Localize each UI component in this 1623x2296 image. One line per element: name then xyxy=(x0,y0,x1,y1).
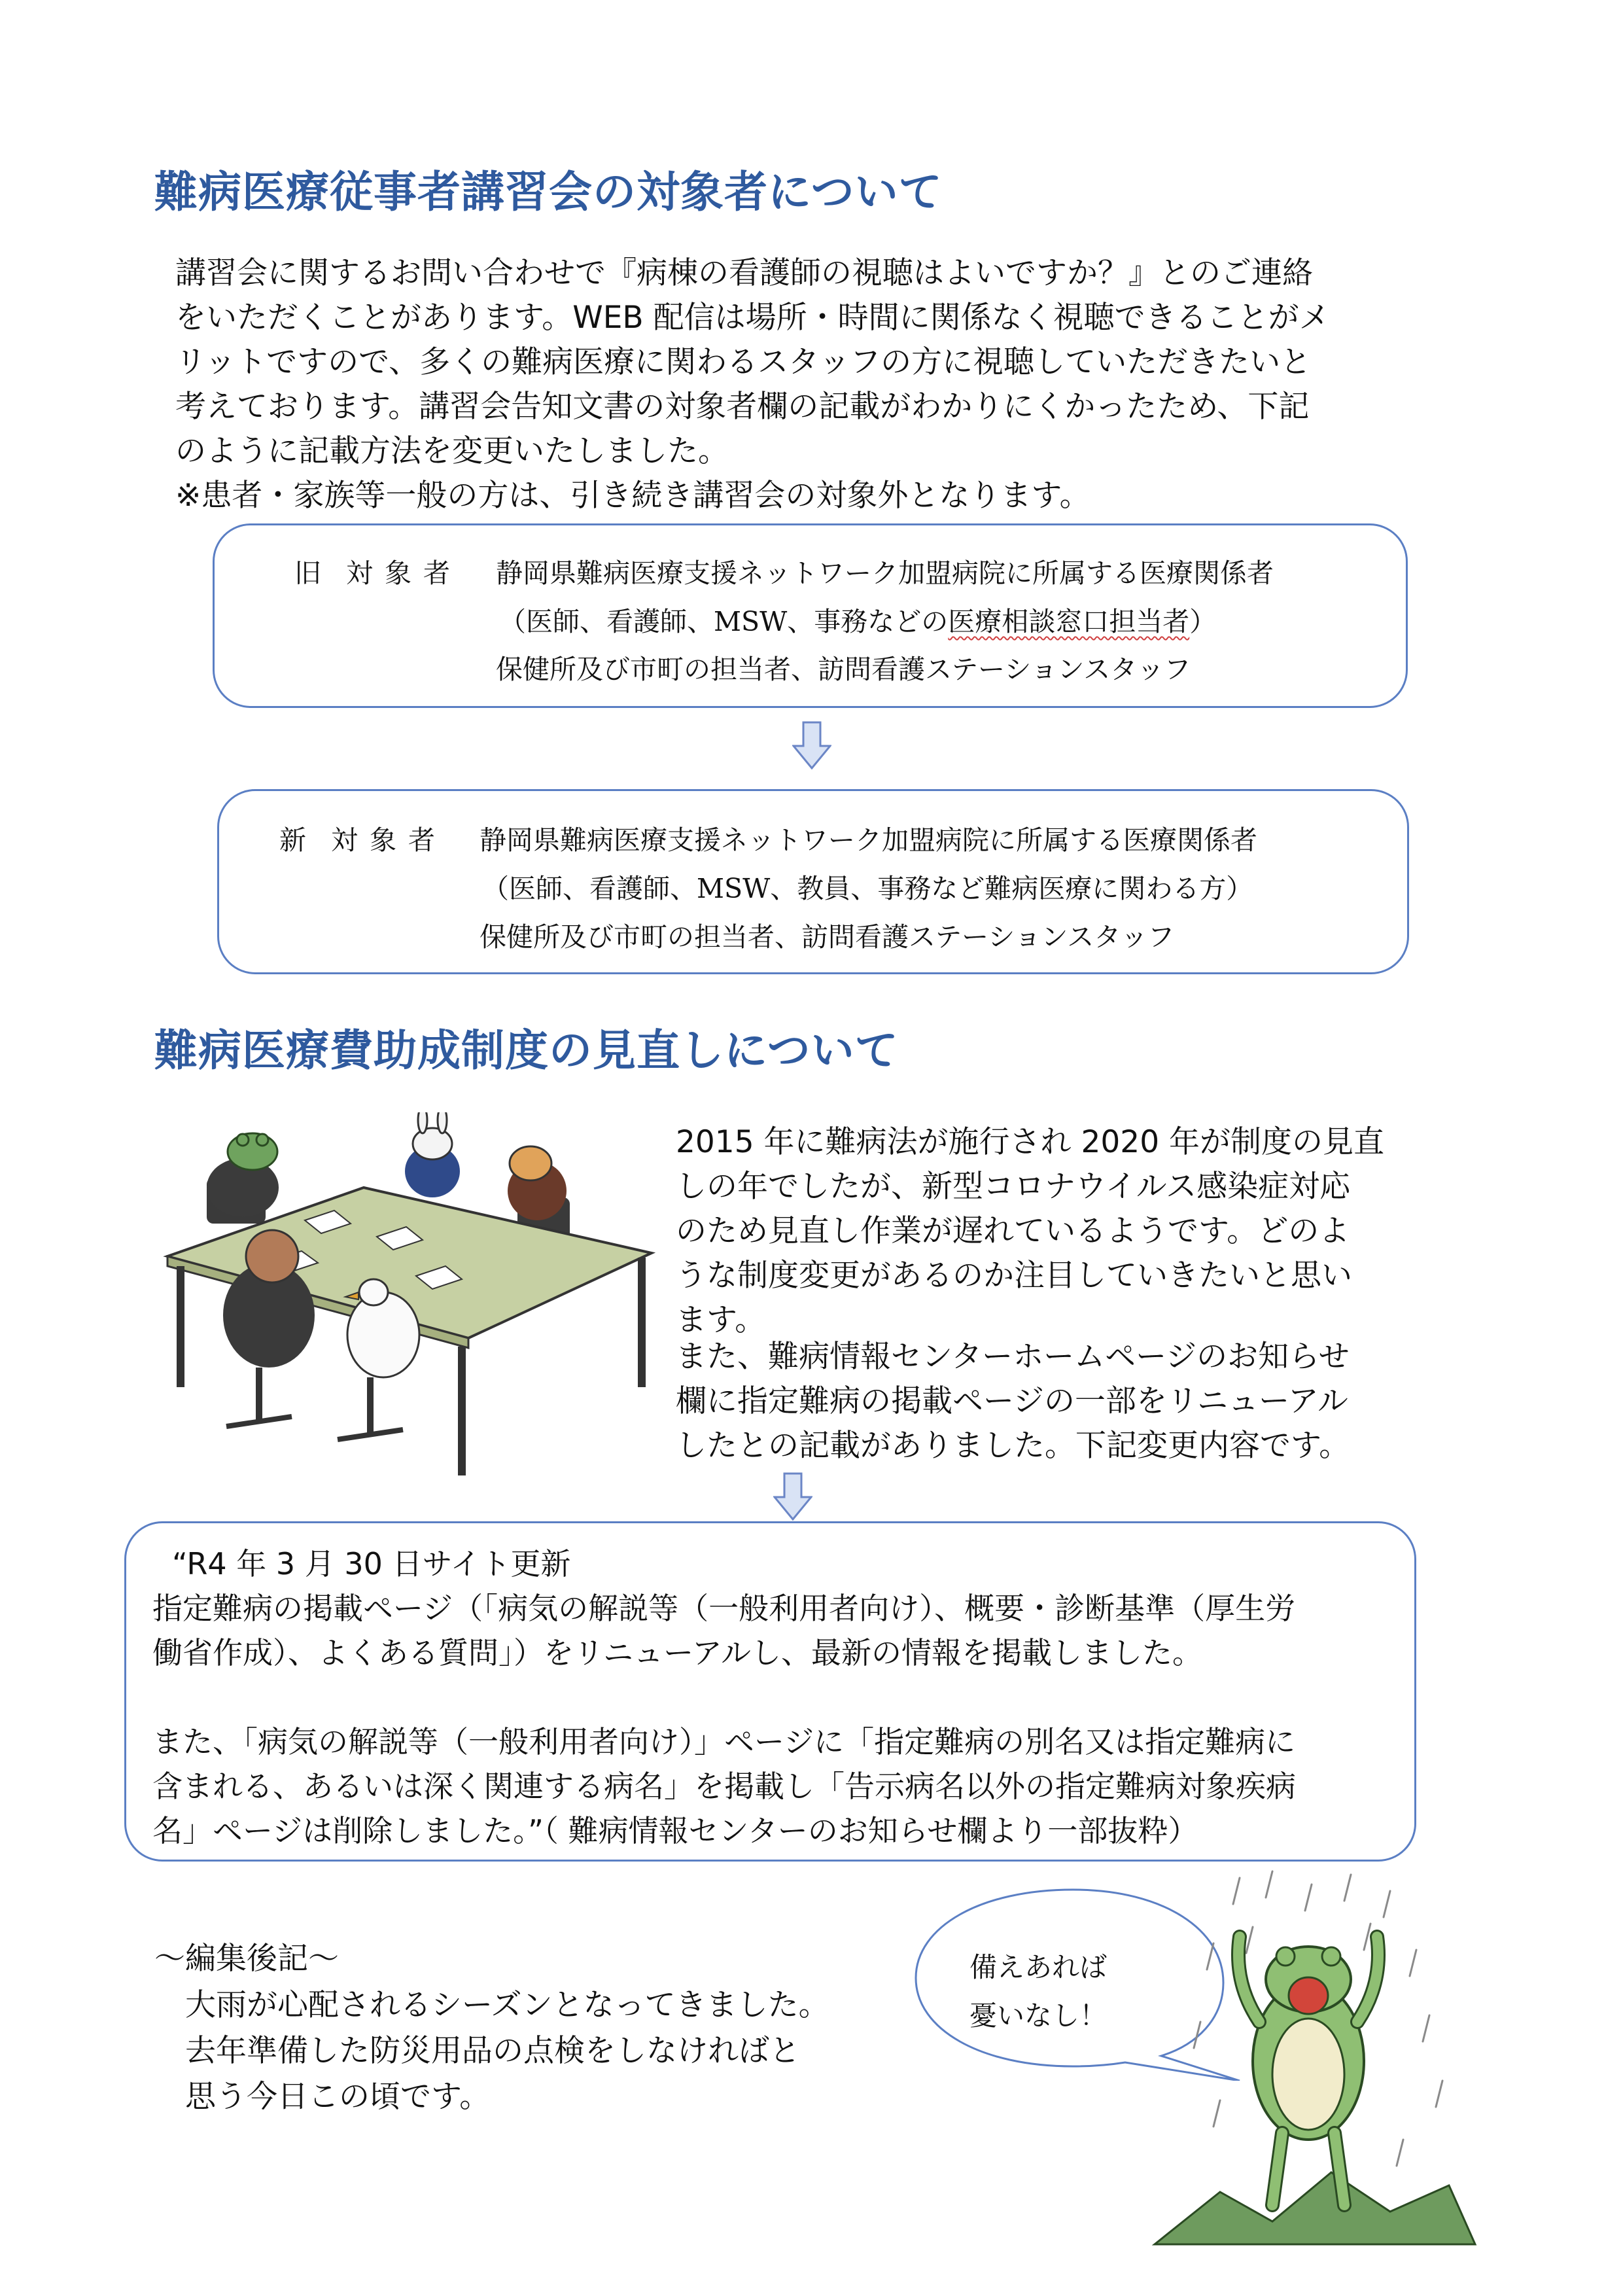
paragraph-note: ※患者・家族等一般の方は、引き続き講習会の対象外となります。 xyxy=(175,478,1091,514)
paragraph-line: うな制度変更があるのか注目していきたいと思い xyxy=(676,1258,1352,1294)
new-target-line1: 静岡県難病医療支援ネットワーク加盟病院に所属する医療関係者 xyxy=(480,824,1257,856)
paragraph-line: 2015 年に難病法が施行され 2020 年が制度の見直 xyxy=(676,1124,1385,1160)
quote-line: また、「病気の解説等（一般利用者向け）」ページに「指定難病の別名又は指定難病に xyxy=(152,1724,1296,1759)
paragraph-line: ます。 xyxy=(676,1302,766,1338)
down-arrow-icon xyxy=(792,721,831,769)
paragraph-line: のため見直し作業が遅れているようです。どのよ xyxy=(676,1213,1350,1249)
quote-line: 指定難病の掲載ページ（「病気の解説等（一般利用者向け）、概要・診断基準（厚生労 xyxy=(152,1591,1296,1626)
section2-paragraph2 xyxy=(676,1335,1350,1468)
paragraph-line: リットですので、多くの難病医療に関わるスタッフの方に視聴していただきたいと xyxy=(175,344,1312,380)
quote-blank-line xyxy=(152,1675,1296,1720)
quote-line: 働省作成）、よくある質問」）をリニューアルし、最新の情報を掲載しました。 xyxy=(152,1635,1202,1670)
section2-title: 難病医療費助成制度の見直しについて xyxy=(154,1025,899,1076)
paragraph-line: のように記載方法を変更いたしました。 xyxy=(175,433,729,469)
paragraph-line: しの年でしたが、新型コロナウイルス感染症対応 xyxy=(676,1169,1351,1205)
meeting-illustration xyxy=(154,1112,678,1479)
quote-line: “R4 年 3 月 30 日サイト更新 xyxy=(172,1546,571,1581)
section1-paragraph xyxy=(175,251,1330,518)
quote-line: 名」ページは削除しました。”（ 難病情報センターのお知らせ欄より一部抜粋） xyxy=(152,1813,1198,1848)
paragraph-line: をいただくことがあります。WEB 配信は場所・時間に関係なく視聴できることがメ xyxy=(175,300,1330,336)
old-target-line2: （医師、看護師、MSW、事務などの医療相談窓口担当者） xyxy=(499,606,1217,637)
paragraph-line: したとの記載がありました。下記変更内容です。 xyxy=(676,1428,1350,1464)
new-target-label: 新 対 象 者 xyxy=(279,824,435,856)
new-target-line3: 保健所及び市町の担当者、訪問看護ステーションスタッフ xyxy=(480,921,1175,953)
afterword-title: ～編集後記～ xyxy=(154,1941,339,1977)
paragraph-line: また、難病情報センターホームページのお知らせ xyxy=(676,1339,1350,1375)
afterword-line: 大雨が心配されるシーズンとなってきました。 xyxy=(185,1987,829,2023)
old-target-line1: 静岡県難病医療支援ネットワーク加盟病院に所属する医療関係者 xyxy=(496,557,1274,589)
afterword-line: 去年準備した防災用品の点検をしなければと xyxy=(185,2033,800,2069)
afterword-text xyxy=(185,1983,829,2120)
old-target-box xyxy=(213,523,1408,708)
paragraph-line: 講習会に関するお問い合わせで『病棟の看護師の視聴はよいですか？』とのご連絡 xyxy=(175,255,1313,291)
new-target-line2: （医師、看護師、MSW、教員、事務など難病医療に関わる方） xyxy=(482,873,1253,904)
frog-in-rain-illustration xyxy=(1142,1865,1482,2257)
bubble-line: 憂いなし！ xyxy=(969,2000,1108,2032)
new-target-box xyxy=(217,789,1409,974)
section2-paragraph1 xyxy=(676,1120,1384,1343)
afterword-line: 思う今日この頃です。 xyxy=(185,2079,491,2115)
old-target-line3: 保健所及び市町の担当者、訪問看護ステーションスタッフ xyxy=(496,654,1191,685)
marked-text: 医療相談窓口担当者 xyxy=(948,606,1190,637)
old-target-label: 旧 対 象 者 xyxy=(294,557,450,589)
speech-bubble-text xyxy=(969,1943,1107,2040)
quote-text xyxy=(152,1542,1296,1853)
quote-box xyxy=(124,1521,1416,1862)
section1-title: 難病医療従事者講習会の対象者について xyxy=(154,167,943,217)
bubble-line: 備えあれば xyxy=(969,1951,1108,1983)
down-arrow-icon xyxy=(773,1472,812,1521)
paragraph-line: 欄に指定難病の掲載ページの一部をリニューアル xyxy=(676,1383,1348,1419)
quote-line: 含まれる、あるいは深く関連する病名」を掲載し「告示病名以外の指定難病対象疾病 xyxy=(152,1769,1296,1804)
paragraph-line: 考えております。講習会告知文書の対象者欄の記載がわかりにくかったため、下記 xyxy=(175,389,1310,425)
